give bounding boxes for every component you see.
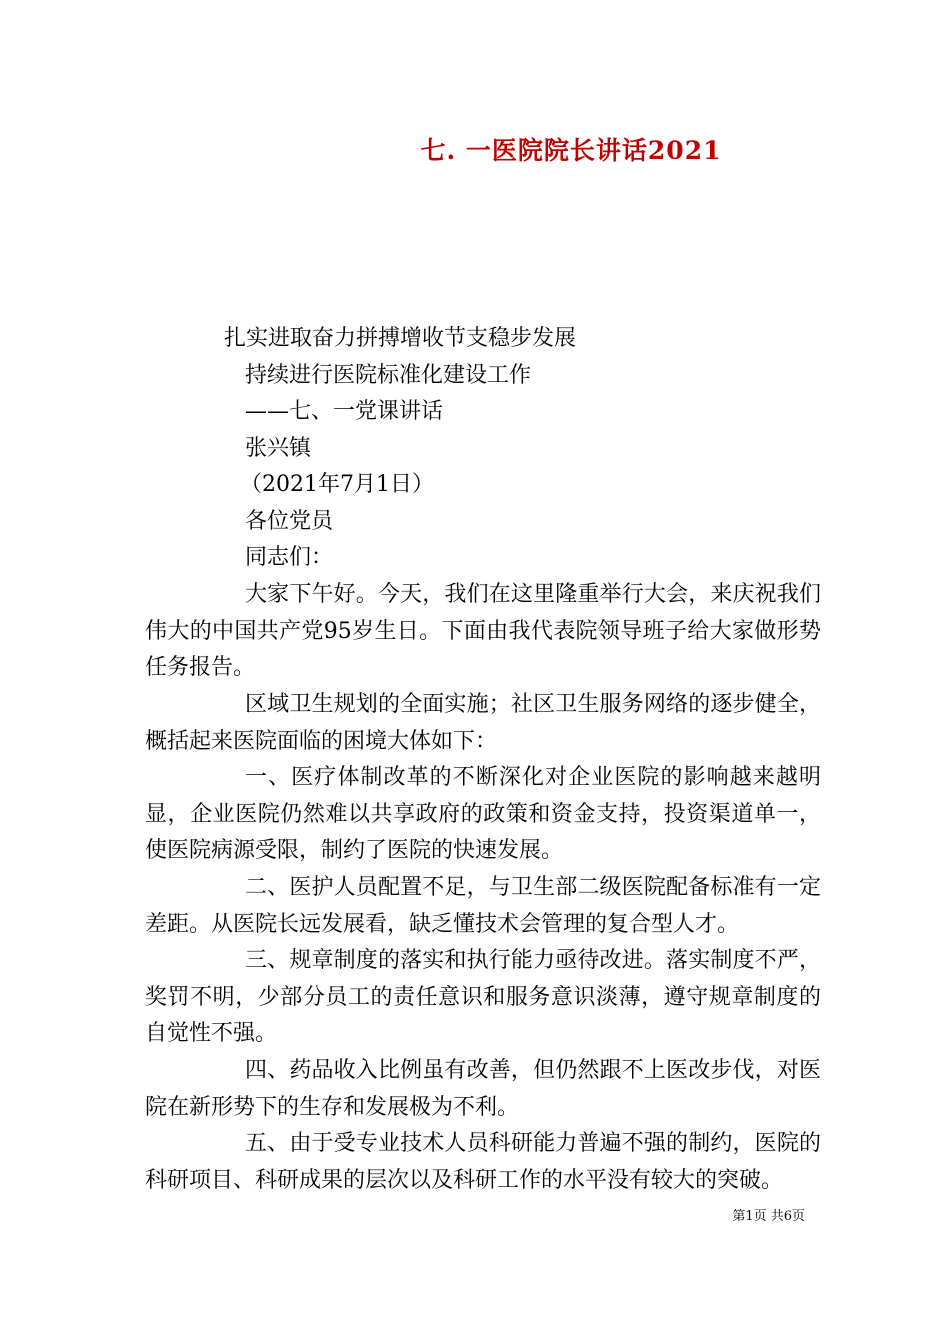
greeting-members: 各位党员 (245, 509, 334, 534)
speaker-name: 张兴镇 (245, 436, 312, 461)
body-paragraph-point-4: 四、药品收入比例虽有改善，但仍然跟不上医改步伐，对医院在新形势下的生存和发展极为不利。 (145, 1058, 821, 1120)
body-paragraph-opening: 大家下午好。今天，我们在这里隆重举行大会，来庆祝我们伟大的中国共产党95岁生日。下面由我代表院领导班子给大家做形势任务报告。 (145, 582, 821, 680)
body-paragraph-point-2: 二、医护人员配置不足，与卫生部二级医院配备标准有一定差距。从医院长远发展看，缺乏懂技术会管理的复合型人才。 (145, 875, 821, 937)
body-paragraph-point-3: 三、规章制度的落实和执行能力亟待改进。落实制度不严，奖罚不明，少部分员工的责任意识和服务意识淡薄，遵守规章制度的自觉性不强。 (145, 948, 821, 1046)
subtitle-occasion: ——七、一党课讲话 (245, 399, 444, 424)
document-title: 七. 一医院院长讲话2021 (420, 136, 722, 165)
page-number: 第1页 共6页 (732, 1209, 805, 1224)
subtitle-main: 扎实进取奋力拼搏增收节支稳步发展 (224, 326, 577, 351)
subtitle-secondary: 持续进行医院标准化建设工作 (245, 363, 532, 388)
body-paragraph-intro: 区域卫生规划的全面实施；社区卫生服务网络的逐步健全，概括起来医院面临的困境大体如下： (145, 692, 821, 754)
speech-date: （2021年7月1日） (240, 472, 434, 497)
body-paragraph-point-1: 一、医疗体制改革的不断深化对企业医院的影响越来越明显，企业医院仍然难以共享政府的政策和资金支持，投资渠道单一，使医院病源受限，制约了医院的快速发展。 (145, 765, 821, 863)
body-paragraph-point-5: 五、由于受专业技术人员科研能力普遍不强的制约，医院的科研项目、科研成果的层次以及科研工作的水平没有较大的突破。 (145, 1131, 821, 1193)
greeting-comrades: 同志们： (245, 545, 334, 570)
